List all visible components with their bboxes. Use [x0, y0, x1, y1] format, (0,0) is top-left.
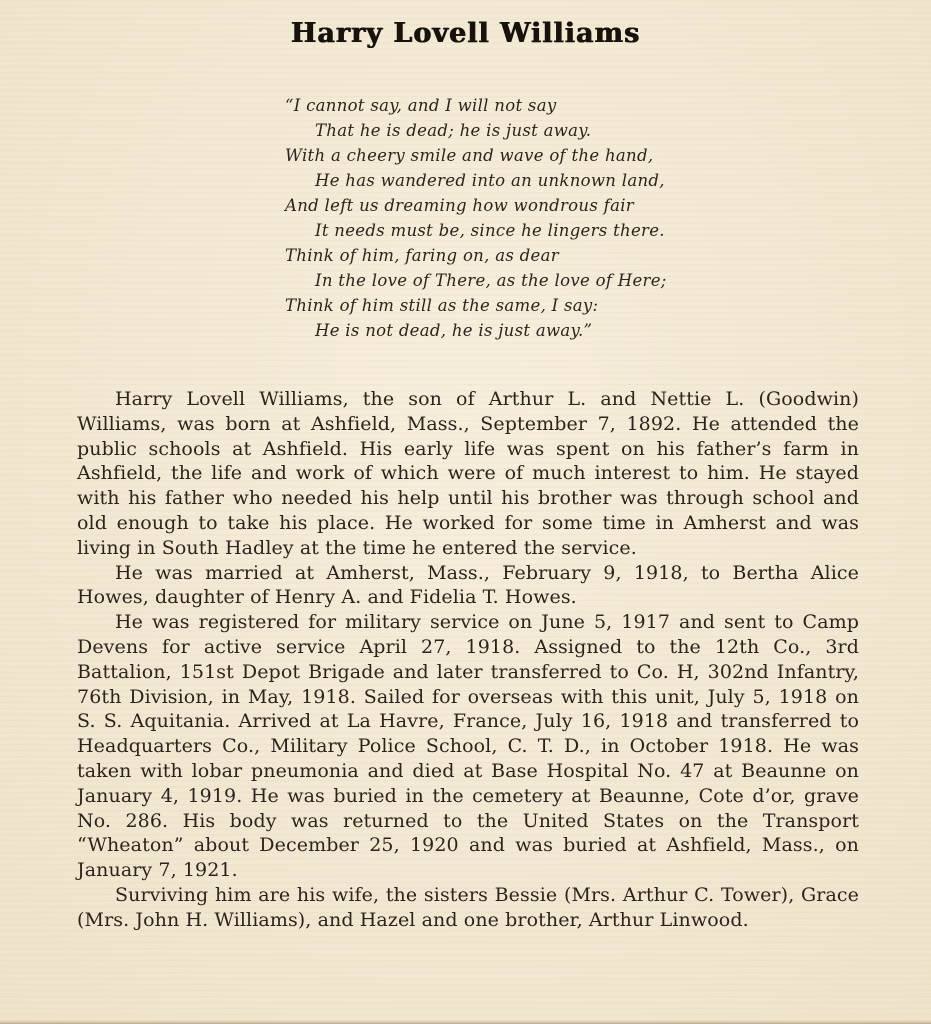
poem-line: It needs must be, since he lingers there.: [315, 221, 665, 240]
biography-paragraph-marriage: He was married at Amherst, Mass., February 9, 1918, to Bertha Alice Howes, daughter of Henry A. and Fidelia T. Howes.: [77, 561, 859, 609]
poem-line: With a cheery smile and wave of the hand,: [285, 146, 654, 165]
biography-paragraph-survivors: Surviving him are his wife, the sisters Bessie (Mrs. Arthur C. Tower), Grace (Mrs. John H. Williams), and Hazel and one brother, Arthur Linwood.: [77, 883, 859, 931]
memorial-poem: [285, 93, 931, 343]
biography-paragraph-early-life: Harry Lovell Williams, the son of Arthur L. and Nettie L. (Goodwin) Williams, was born at Ashfield, Mass., September 7, 1892. He attended the public schools at Ashfield. His early life was spent on his father’s farm in Ashfield, the life and work of which were of much interest to him. He stayed with his father who needed his help until his brother was through school and old enough to take his place. He worked for some time in Amherst and was living in South Hadley at the time he entered the service.: [77, 388, 859, 559]
poem-line: Think of him, faring on, as dear: [285, 246, 559, 265]
poem-line: That he is dead; he is just away.: [315, 121, 592, 140]
page-bottom-edge: [0, 1020, 931, 1024]
poem-line: In the love of There, as the love of Here;: [315, 271, 667, 290]
page-title: Harry Lovell Williams: [290, 18, 641, 49]
poem-line: He is not dead, he is just away.”: [315, 321, 593, 340]
poem-line: Think of him still as the same, I say:: [285, 296, 599, 315]
poem-line: “I cannot say, and I will not say: [285, 96, 557, 115]
biography-paragraph-military: He was registered for military service on June 5, 1917 and sent to Camp Devens for active service April 27, 1918. Assigned to the 12th Co., 3rd Battalion, 151st Depot Brigade and later transferred to Co. H, 302nd Infantry, 76th Division, in May, 1918. Sailed for overseas with this unit, July 5, 1918 on S. S. Aquitania. Arrived at La Havre, France, July 16, 1918 and transferred to Headquarters Co., Military Police School, C. T. D., in October 1918. He was taken with lobar pneumonia and died at Base Hospital No. 47 at Beaunne on January 4, 1919. He was buried in the cemetery at Beaunne, Cote d’or, grave No. 286. His body was returned to the United States on the Transport “Wheaton” about December 25, 1920 and was buried at Ashfield, Mass., on January 7, 1921.: [77, 611, 859, 882]
biography-text: [77, 387, 859, 933]
poem-line: He has wandered into an unknown land,: [315, 171, 665, 190]
poem-line: And left us dreaming how wondrous fair: [285, 196, 634, 215]
